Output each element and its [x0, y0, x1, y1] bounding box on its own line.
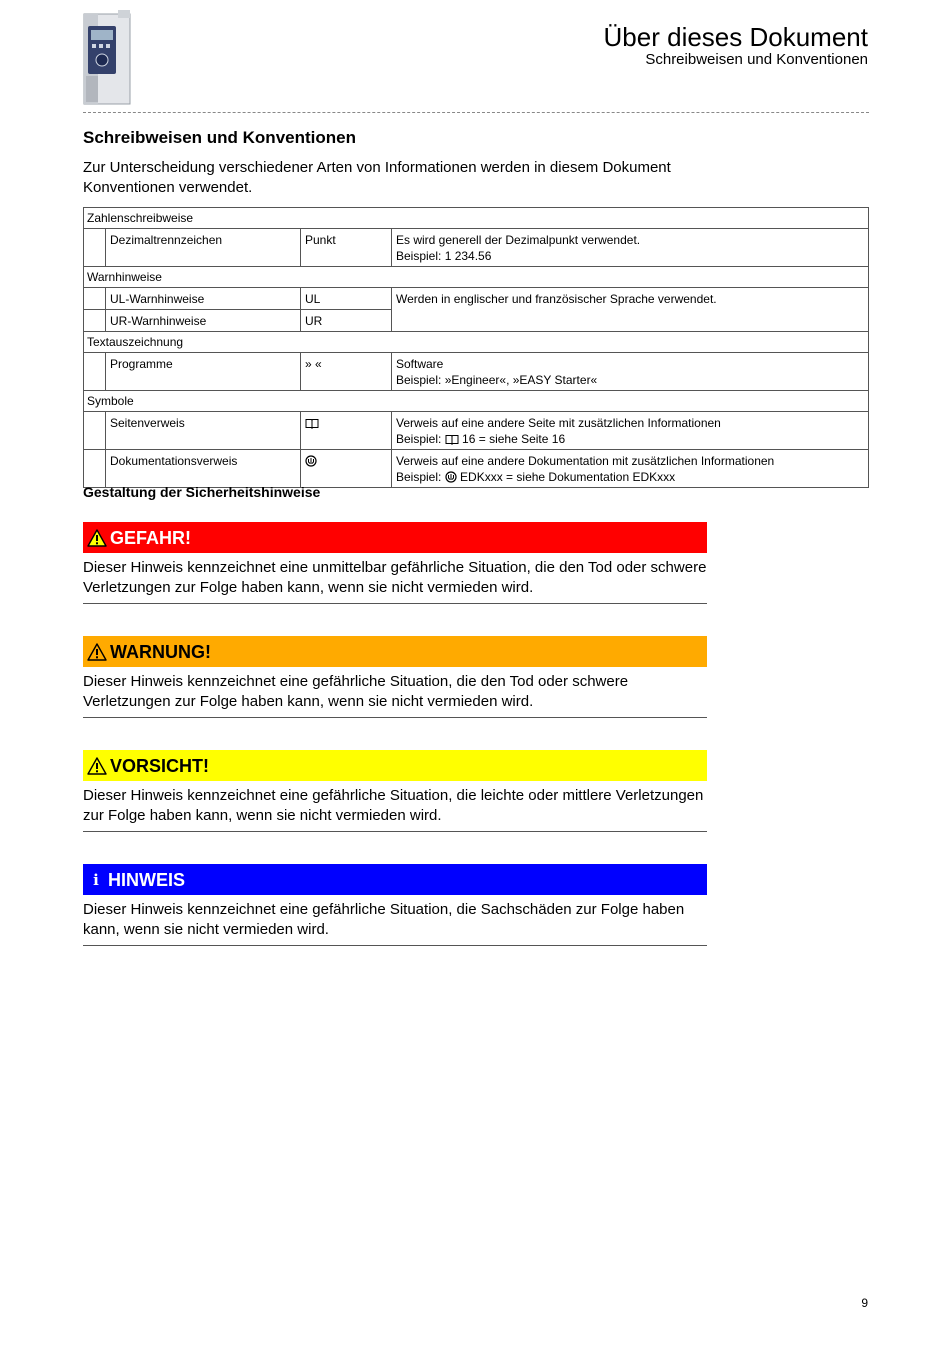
desc-programs-text: Software: [396, 357, 444, 371]
symbol-programs: » «: [301, 353, 392, 391]
notice-caution: [83, 750, 707, 832]
desc-docref: [392, 450, 869, 488]
term-pageref: Seitenverweis: [106, 412, 301, 450]
product-image-inverter: [80, 6, 136, 106]
table-group-row: [84, 391, 869, 412]
desc-docref-example: Beispiel: EDKxxx = siehe Dokumentation EDKxxx: [396, 470, 676, 484]
warning-triangle-icon: [87, 643, 107, 661]
symbol-ul: UL: [301, 288, 392, 310]
table-group-row: [84, 208, 869, 229]
conventions-table: [83, 207, 869, 488]
symbol-docref: [301, 450, 392, 488]
book-icon: [305, 418, 319, 429]
desc-programs: [392, 353, 869, 391]
section-intro: Zur Unterscheidung verschiedener Arten von Informationen werden in diesem Dokument Konventionen verwendet.: [83, 159, 671, 196]
notice-caution-label: VORSICHT!: [110, 755, 209, 776]
notice-danger-label: GEFAHR!: [110, 527, 191, 548]
book-icon: [445, 434, 459, 445]
desc-decimal: [392, 229, 869, 267]
desc-programs-example: Beispiel: »Engineer«, »EASY Starter«: [396, 373, 598, 387]
symbol-pageref: [301, 412, 392, 450]
desc-pageref: [392, 412, 869, 450]
safety-design-title: Gestaltung der Sicherheitshinweise: [83, 484, 321, 500]
term-decimal: Dezimaltrennzeichen: [106, 229, 301, 267]
page-header-title: Über dieses Dokument: [603, 22, 868, 52]
desc-ul-ur: Werden in englischer und französischer Sprache verwendet.: [392, 288, 869, 332]
notice-note-banner: [83, 864, 707, 895]
notice-note-label: HINWEIS: [108, 869, 186, 890]
desc-decimal-text: Es wird generell der Dezimalpunkt verwendet.: [396, 233, 641, 247]
notice-warning-text: Dieser Hinweis kennzeichnet eine gefährliche Situation, die den Tod oder schwere Verletzungen zur Folge haben kann, wenn sie nicht vermieden wird.: [83, 672, 707, 718]
desc-docref-text: Verweis auf eine andere Dokumentation mit zusätzlichen Informationen: [396, 454, 775, 468]
table-row: [84, 353, 869, 391]
page-number: 9: [861, 1296, 868, 1310]
notice-danger-text: Dieser Hinweis kennzeichnet eine unmittelbar gefährliche Situation, die den Tod oder schwere Verletzungen zur Folge haben kann, wenn sie nicht vermieden wird.: [83, 558, 707, 604]
notice-note-text: Dieser Hinweis kennzeichnet eine gefährliche Situation, die Sachschäden zur Folge haben kann, wenn sie nicht vermieden wird.: [83, 900, 707, 946]
header-divider: [83, 112, 869, 113]
symbol-decimal: Punkt: [301, 229, 392, 267]
term-docref: Dokumentationsverweis: [106, 450, 301, 488]
group-label-warnings: Warnhinweise: [84, 267, 869, 288]
table-group-row: [84, 267, 869, 288]
notice-caution-banner: [83, 750, 707, 781]
group-label-numbers: Zahlenschreibweise: [84, 208, 869, 229]
notice-caution-text: Dieser Hinweis kennzeichnet eine gefährliche Situation, die leichte oder mittlere Verletzungen zur Folge haben kann, wenn sie nicht vermieden wird.: [83, 786, 707, 832]
table-row: [84, 229, 869, 267]
warning-triangle-icon: [87, 529, 107, 547]
notice-warning-banner: [83, 636, 707, 667]
table-group-row: [84, 332, 869, 353]
notice-danger: [83, 522, 707, 604]
notice-warning: [83, 636, 707, 718]
symbol-ur: UR: [301, 310, 392, 332]
page-header-subtitle: Schreibweisen und Konventionen: [645, 51, 868, 68]
desc-pageref-text: Verweis auf eine andere Seite mit zusätzlichen Informationen: [396, 416, 721, 430]
notice-note: [83, 864, 707, 946]
documentation-reference-icon: [305, 455, 317, 467]
notice-warning-label: WARNUNG!: [110, 641, 211, 662]
table-row: [84, 412, 869, 450]
desc-decimal-example: Beispiel: 1 234.56: [396, 249, 492, 263]
section-title: Schreibweisen und Konventionen: [83, 128, 356, 147]
warning-triangle-icon: [87, 757, 107, 775]
term-ur: UR-Warnhinweise: [106, 310, 301, 332]
table-row: [84, 450, 869, 488]
info-icon: i: [93, 870, 99, 889]
documentation-reference-icon: [445, 471, 457, 483]
term-programs: Programme: [106, 353, 301, 391]
group-label-text: Textauszeichnung: [84, 332, 869, 353]
notice-danger-banner: [83, 522, 707, 553]
table-row: [84, 288, 869, 310]
desc-pageref-example: Beispiel: 16 = siehe Seite 16: [396, 432, 566, 446]
group-label-symbols: Symbole: [84, 391, 869, 412]
term-ul: UL-Warnhinweise: [106, 288, 301, 310]
